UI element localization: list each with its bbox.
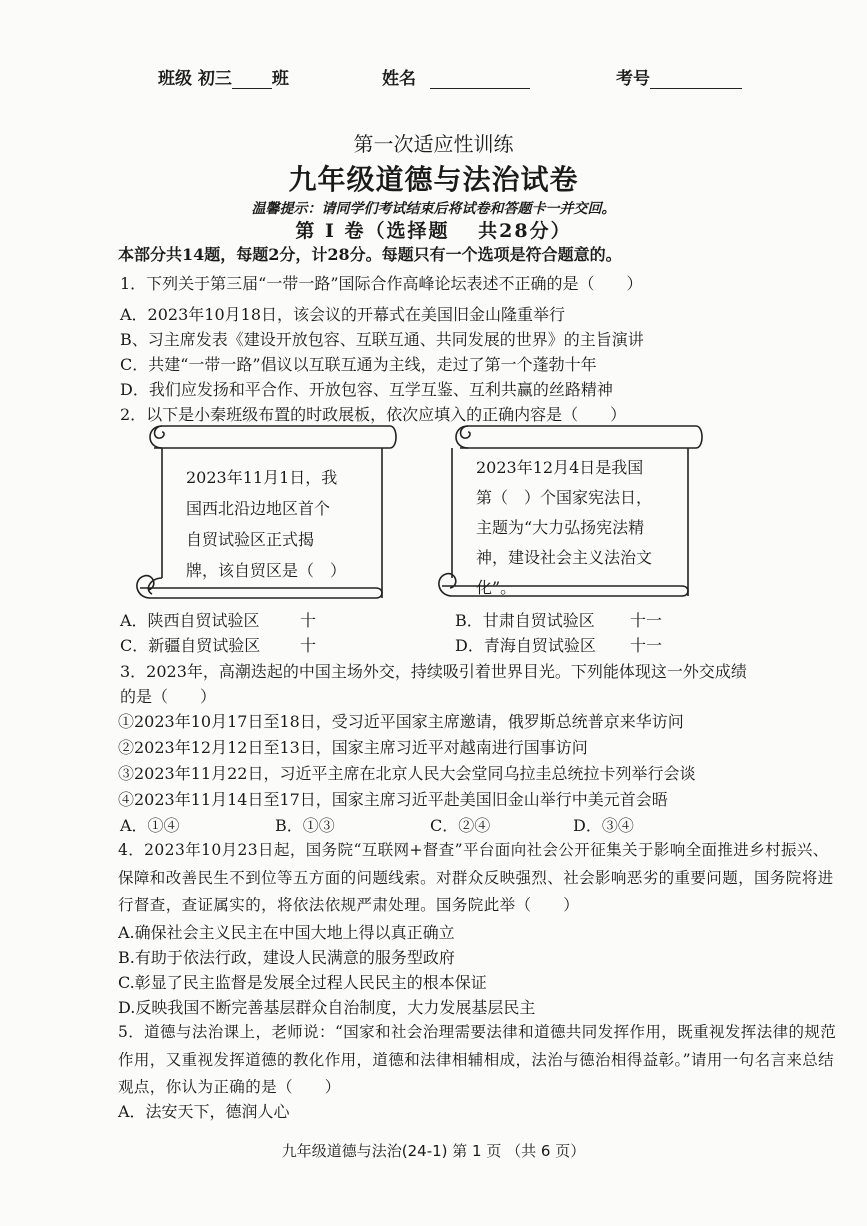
q2-option-d: D．青海自贸试验区 xyxy=(455,636,596,655)
name-label: 姓名 xyxy=(382,69,416,89)
q2-option-a: A．陕西自贸试验区 xyxy=(120,611,260,630)
exam-no-label: 考号 xyxy=(616,69,650,89)
class-field xyxy=(158,64,289,89)
q1-option-a: A．2023年10月18日，该会议的开幕式在美国旧金山隆重举行 xyxy=(120,305,565,324)
q4-stem: 4．2023年10月23日起，国务院“互联网+督查”平台面向社会公开征集关于影响全面推进乡村振兴、保障和改善民生不到位等五方面的问题线索。对群众反映强烈、社会影响恶劣的重要问题，国务院将进行督查，查证属实的，将依法依规严肃处理。国务院此举（ ） xyxy=(118,841,834,914)
q3-option-c: C．②④ xyxy=(430,816,491,835)
board-left-line: 国西北沿边地区首个 xyxy=(186,499,331,518)
q3-item-1: ①2023年10月17日至18日，受习近平国家主席邀请，俄罗斯总统普京来华访问 xyxy=(118,712,684,731)
board-left-text xyxy=(186,462,346,586)
board-right-line: 2023年12月4日是我国 xyxy=(476,458,644,477)
q2-option-a-value: 十 xyxy=(300,611,317,630)
exam-title: 九年级道德与法治试卷 xyxy=(288,163,579,196)
q3-stem-line2: 的是（ ） xyxy=(120,687,217,706)
board-left-line: 2023年11月1日，我 xyxy=(186,468,338,487)
q1-option-d: D．我们应发扬和平合作、开放包容、互学互鉴、互利共赢的丝路精神 xyxy=(120,380,613,399)
q1-option-c: C．共建“一带一路”倡议以互联互通为主线，走过了第一个蓬勃十年 xyxy=(120,355,597,374)
warm-tip: 温馨提示：请同学们考试结束后将试卷和答题卡一并交回。 xyxy=(251,201,616,217)
q3-item-2: ②2023年12月12日至13日，国家主席习近平对越南进行国事访问 xyxy=(118,738,588,757)
board-right-line: 神，建设社会主义法治文 xyxy=(476,548,653,567)
q2-stem: 2．以下是小秦班级布置的时政展板，依次应填入的正确内容是（ ） xyxy=(120,405,627,424)
q2-option-c-value: 十 xyxy=(300,636,317,655)
q3-item-4: ④2023年11月14日至17日，国家主席习近平赴美国旧金山举行中美元首会晤 xyxy=(118,790,668,809)
q2-option-d-value: 十一 xyxy=(630,636,663,655)
news-board-left xyxy=(128,420,400,610)
board-right-line: 主题为“大力弘扬宪法精 xyxy=(476,518,645,537)
q1-option-b: B、习主席发表《建设开放包容、互联互通、共同发展的世界》的主旨演讲 xyxy=(120,330,644,349)
exam-no-field xyxy=(616,64,742,89)
section-heading xyxy=(0,216,867,243)
exam-subtitle: 第一次适应性训练 xyxy=(353,132,514,156)
page-footer: 九年级道德与法治(24-1) 第 1 页 （共 6 页） xyxy=(281,1142,586,1160)
q3-stem-line1: 3．2023年，高潮迭起的中国主场外交，持续吸引着世界目光。下列能体现这一外交成绩 xyxy=(120,662,747,681)
class-suffix: 班 xyxy=(271,69,289,89)
q4-option-d: D.反映我国不断完善基层群众自治制度，大力发展基层民主 xyxy=(118,998,536,1017)
section-points: 共28分） xyxy=(478,220,572,242)
board-right-text xyxy=(476,453,652,603)
board-right-line: 第（ ）个国家宪法日， xyxy=(476,488,653,507)
q5-stem: 5．道德与法治课上，老师说：“国家和社会治理需要法律和道德共同发挥作用，既重视发挥法律的规范作用，又重视发挥道德的教化作用，道德和法律相辅相成，法治与德治相得益彰。”请用一句名言来总结观点，你认为正确的是（ ） xyxy=(118,1023,837,1096)
class-blank xyxy=(232,70,272,89)
name-field xyxy=(382,64,530,89)
news-board-right xyxy=(432,420,708,610)
section-label: 第 Ⅰ 卷（选择题 xyxy=(295,220,450,242)
q3-option-b: B．①③ xyxy=(275,816,335,835)
q3-option-d: D．③④ xyxy=(573,816,634,835)
board-left-line: 牌，该自贸区是（ ） xyxy=(186,561,347,580)
class-label: 班级 初三 xyxy=(158,69,232,89)
q4-option-b: B.有助于依法行政，建设人民满意的服务型政府 xyxy=(118,948,455,967)
name-blank xyxy=(430,70,530,89)
q4-option-c: C.彰显了民主监督是发展全过程人民民主的根本保证 xyxy=(118,973,487,992)
q2-option-b-value: 十一 xyxy=(630,611,663,630)
q2-option-b: B．甘肃自贸试验区 xyxy=(455,611,595,630)
q5-option-a: A．法安天下，德润人心 xyxy=(118,1102,290,1121)
q2-option-c: C．新疆自贸试验区 xyxy=(120,636,261,655)
exam-no-blank xyxy=(650,70,742,89)
q4-option-a: A.确保社会主义民主在中国大地上得以真正确立 xyxy=(118,923,455,942)
q1-stem: 1．下列关于第三届“一带一路”国际合作高峰论坛表述不正确的是（ ） xyxy=(120,274,643,293)
board-left-line: 自贸试验区正式揭 xyxy=(186,530,315,549)
section-intro: 本部分共14题，每题2分，计28分。每题只有一个选项是符合题意的。 xyxy=(118,245,622,264)
board-right-line: 化”。 xyxy=(476,578,517,597)
q3-option-a: A．①④ xyxy=(120,816,180,835)
q3-item-3: ③2023年11月22日，习近平主席在北京人民大会堂同乌拉圭总统拉卡列举行会谈 xyxy=(118,764,696,783)
